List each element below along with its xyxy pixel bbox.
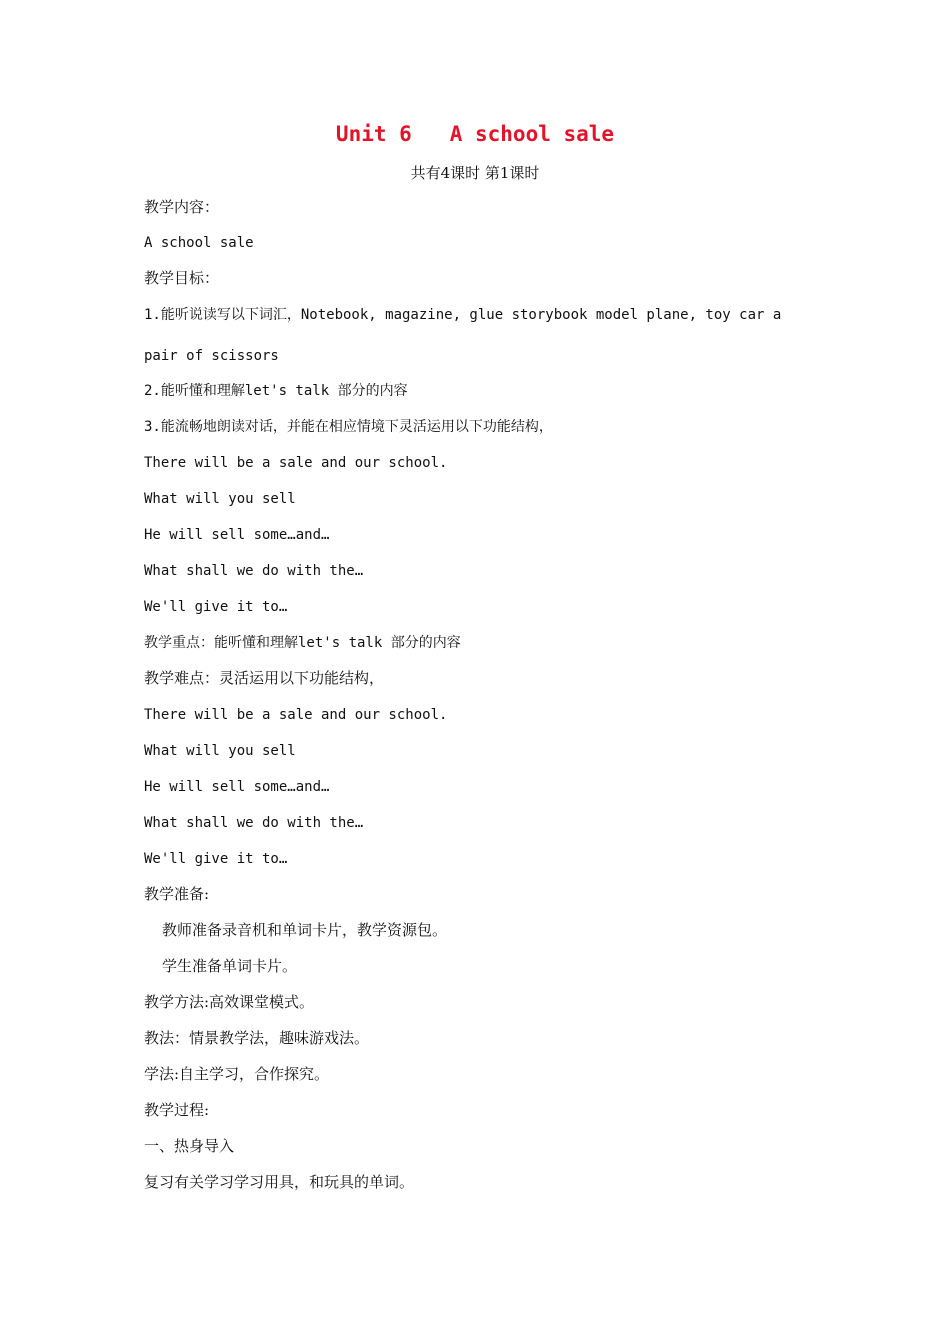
sentence-pattern: What will you sell <box>144 491 296 507</box>
difficult-points: 教学难点：灵活运用以下功能结构， <box>144 669 385 687</box>
learning-approach: 学法:自主学习，合作探究。 <box>144 1065 330 1083</box>
sentence-pattern: We'll give it to… <box>144 599 288 615</box>
teaching-approach: 教法：情景教学法，趣味游戏法。 <box>144 1029 370 1047</box>
teacher-preparation: 教师准备录音机和单词卡片，教学资源包。 <box>162 921 448 939</box>
heading-teaching-preparation: 教学准备: <box>144 885 210 903</box>
key-points: 教学重点：能听懂和理解let's talk 部分的内容 <box>144 635 461 651</box>
heading-teaching-objectives: 教学目标： <box>144 269 220 287</box>
sentence-pattern: What shall we do with the… <box>144 563 364 579</box>
sentence-pattern: We'll give it to… <box>144 851 288 867</box>
objective-2: 2.能听懂和理解let's talk 部分的内容 <box>144 383 408 399</box>
heading-teaching-content: 教学内容： <box>144 198 220 216</box>
sentence-pattern: What shall we do with the… <box>144 815 364 831</box>
teaching-method: 教学方法:高效课堂模式。 <box>144 993 315 1011</box>
sentence-pattern: There will be a sale and our school. <box>144 455 448 471</box>
sentence-pattern: There will be a sale and our school. <box>144 707 448 723</box>
sentence-pattern: He will sell some…and… <box>144 527 330 543</box>
warm-up-text: 复习有关学习学习用具，和玩具的单词。 <box>144 1173 415 1191</box>
objective-1-continued: pair of scissors <box>144 348 279 364</box>
student-preparation: 学生准备单词卡片。 <box>162 957 298 975</box>
sentence-pattern: He will sell some…and… <box>144 779 330 795</box>
lesson-count-subtitle: 共有4课时 第1课时 <box>410 164 540 182</box>
text-line: A school sale <box>144 235 254 251</box>
objective-1: 1.能听说读写以下词汇，Notebook, magazine, glue storybook model plane, toy car a <box>144 307 782 323</box>
section-warm-up: 一、热身导入 <box>144 1137 235 1155</box>
sentence-pattern: What will you sell <box>144 743 296 759</box>
heading-teaching-process: 教学过程: <box>144 1101 210 1119</box>
document-title: Unit 6 A school sale <box>335 122 615 146</box>
objective-3: 3.能流畅地朗读对话，并能在相应情境下灵活运用以下功能结构， <box>144 419 553 435</box>
